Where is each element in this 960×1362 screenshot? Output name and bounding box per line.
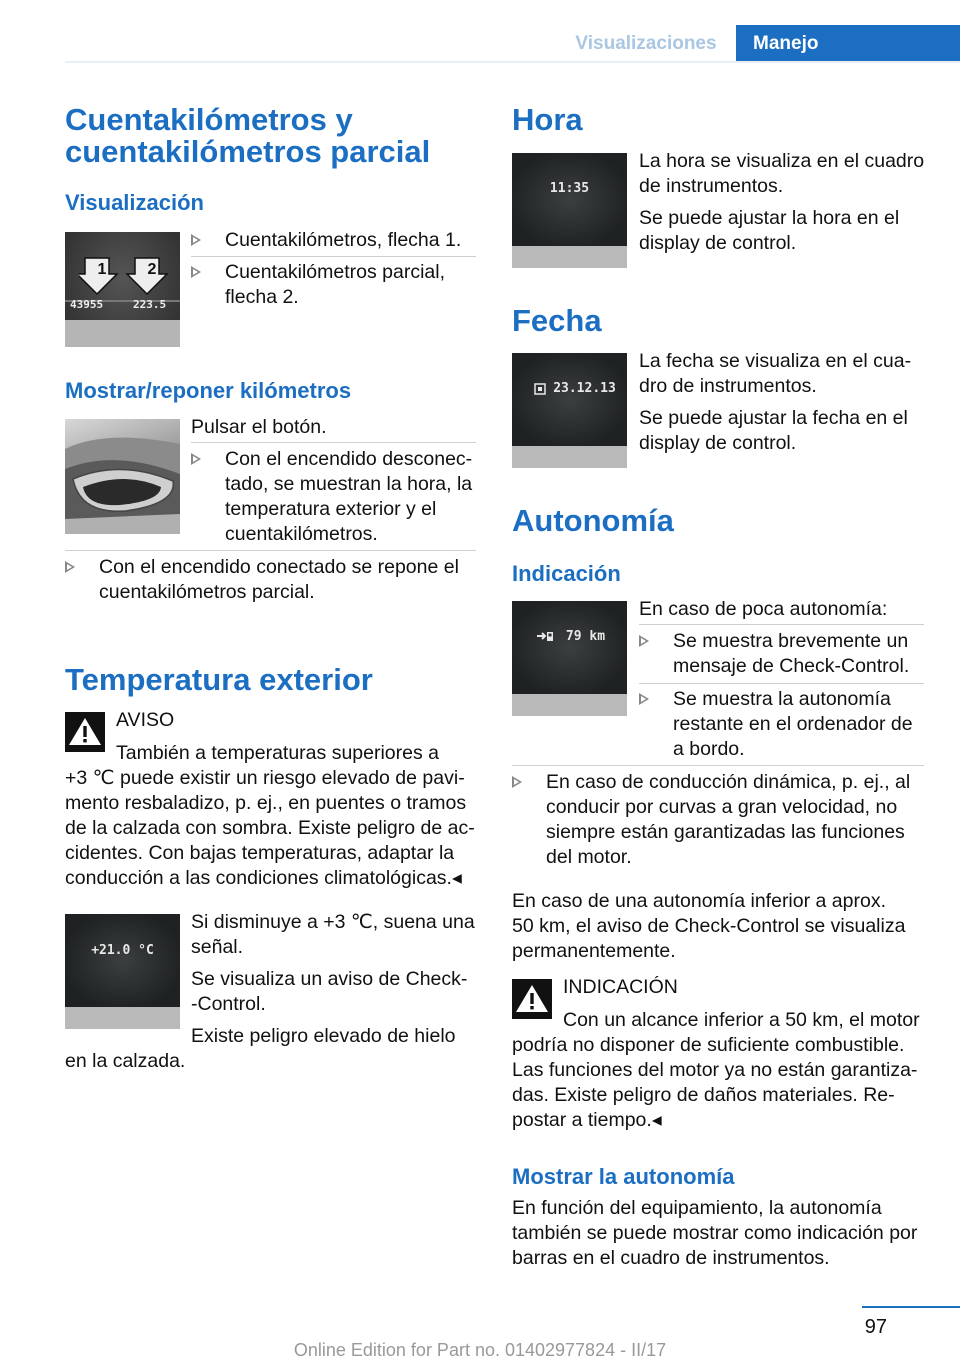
header-tab-section[interactable]: [556, 25, 736, 62]
odometer-trip-value: 223.5: [133, 298, 167, 311]
temperature-text-line: Existe peligro elevado de hielo: [191, 1025, 456, 1047]
temperature-text-line: Se visualiza un aviso de Check-: [191, 968, 468, 990]
range-text-line: permanentemente.: [512, 940, 676, 962]
time-display-image: [512, 153, 627, 268]
temperature-text-line: en la calzada.: [65, 1050, 186, 1072]
press-button-text: Pulsar el botón.: [191, 416, 327, 438]
edition-note: Online Edition for Part no. 01402977824 - II/17: [293, 1340, 667, 1360]
range-low-text: En caso de poca autonomía:: [639, 598, 888, 620]
range-subtitle-show: Mostrar la autonomía: [512, 1164, 735, 1189]
range-display-image: [512, 601, 627, 716]
temperature-text-line: -Control.: [191, 993, 266, 1015]
range-subtitle-indication: Indicación: [512, 561, 621, 586]
header-divider: [65, 61, 960, 63]
date-text-line: Se puede ajustar la fecha en el: [639, 407, 908, 429]
bullet-triangle-icon: [191, 266, 201, 278]
odometer-subtitle-display: Visualización: [65, 190, 204, 215]
note-text-line: postar a tiempo.◂: [512, 1109, 662, 1131]
time-text-line: Se puede ajustar la hora en el: [639, 207, 900, 229]
header-tab-section-label: Visualizaciones: [575, 33, 717, 54]
temperature-display-image: [65, 914, 180, 1029]
note-label: INDICACIÓN: [563, 976, 678, 998]
list-item: En caso de conducción dinámica, p. ej., al conducir por curvas a gran velocidad, no siempre están garantizadas las funciones del motor.: [512, 770, 924, 872]
odometer-title-line2: cuentakilómetros parcial: [65, 134, 431, 169]
date-text-line: display de control.: [639, 432, 797, 454]
time-text-line: de instrumentos.: [639, 175, 784, 197]
range-text-line: En caso de una autonomía inferior a aprox.: [512, 890, 886, 912]
footer-divider: [862, 1306, 960, 1308]
warning-text-line: mento resbaladizo, p. ej., en puentes o tramos: [65, 792, 467, 814]
list-item: Se muestra brevemente un mensaje de Check-Control.: [639, 629, 924, 681]
temperature-text-line: señal.: [191, 936, 244, 958]
header-tab-chapter-label: Manejo: [753, 33, 819, 54]
time-text-line: La hora se visualiza en el cuadro: [639, 150, 925, 172]
bullet-triangle-icon: [512, 776, 522, 788]
note-text-line: Con un alcance inferior a 50 km, el motor: [563, 1009, 920, 1031]
bullet-triangle-icon: [639, 635, 649, 647]
date-display-image: [512, 353, 627, 468]
time-display-value: 11:35: [549, 181, 590, 196]
arrow-label-2: 2: [147, 261, 157, 278]
temperature-title: Temperatura exterior: [65, 662, 373, 697]
odometer-display-image: [65, 232, 180, 347]
list-item: Cuentakilómetros parcial, flecha 2.: [191, 260, 476, 312]
date-text-line: dro de instrumentos.: [639, 375, 817, 397]
date-text-line: La fecha se visualiza en el cua-: [639, 350, 912, 372]
arrow-label-1: 1: [97, 261, 107, 278]
warning-text-line: conducción a las condiciones climatológicas.◂: [65, 867, 462, 889]
bullet-triangle-icon: [65, 561, 75, 573]
range-show-text-line: barras en el cuadro de instrumentos.: [512, 1247, 830, 1269]
warning-text-line: cidentes. Con bajas temperaturas, adaptar la: [65, 842, 455, 864]
note-text-line: Las funciones del motor ya no están garantiza-: [512, 1059, 918, 1081]
temperature-display-value: +21.0 °C: [91, 943, 154, 958]
warning-text-line: de la calzada con sombra. Existe peligro de ac-: [65, 817, 475, 839]
warning-text-line: También a temperaturas superiores a: [116, 742, 439, 764]
temperature-text-line: Si disminuye a +3 ℃, suena una: [191, 911, 475, 933]
range-show-text-line: también se puede mostrar como indicación por: [512, 1222, 918, 1244]
warning-triangle-icon: [65, 712, 105, 752]
odometer-title-line1: Cuentakilómetros y: [65, 102, 353, 137]
time-text-line: display de control.: [639, 232, 797, 254]
list-item: Con el encendido desconec- tado, se muestran la hora, la temperatura exterior y el cuentakilómetros.: [191, 447, 476, 549]
list-item: Con el encendido conectado se repone el cuentakilómetros parcial.: [65, 555, 476, 607]
note-text-line: podría no disponer de suficiente combustible.: [512, 1034, 905, 1056]
range-show-text-line: En función del equipamiento, la autonomía: [512, 1197, 882, 1219]
odometer-total-value: 43955: [70, 298, 104, 311]
reset-knob-icon: [65, 419, 180, 534]
date-title: Fecha: [512, 303, 602, 338]
time-title: Hora: [512, 102, 583, 137]
bullet-triangle-icon: [191, 234, 201, 246]
odometer-subtitle-show: Mostrar/reponer kilómetros: [65, 378, 352, 403]
page-number: 97: [864, 1316, 887, 1338]
range-title: Autonomía: [512, 503, 674, 538]
list-item: Cuentakilómetros, flecha 1.: [191, 228, 476, 254]
warning-triangle-icon: [512, 979, 552, 1019]
range-display-value: 79 km: [565, 629, 606, 644]
range-text-line: 50 km, el aviso de Check-Control se visualiza: [512, 915, 906, 937]
header-tab-chapter[interactable]: [736, 25, 960, 62]
list-item: Se muestra la autonomía restante en el ordenador de a bordo.: [639, 687, 924, 764]
note-text-line: das. Existe peligro de daños materiales. Re-: [512, 1084, 895, 1106]
bullet-triangle-icon: [639, 693, 649, 705]
warning-text-line: +3 ℃ puede existir un riesgo elevado de pavi-: [65, 767, 465, 789]
warning-label: AVISO: [116, 709, 175, 731]
bullet-triangle-icon: [191, 453, 201, 465]
date-display-value: 23.12.13: [553, 381, 616, 396]
reset-button-image: [65, 419, 180, 534]
